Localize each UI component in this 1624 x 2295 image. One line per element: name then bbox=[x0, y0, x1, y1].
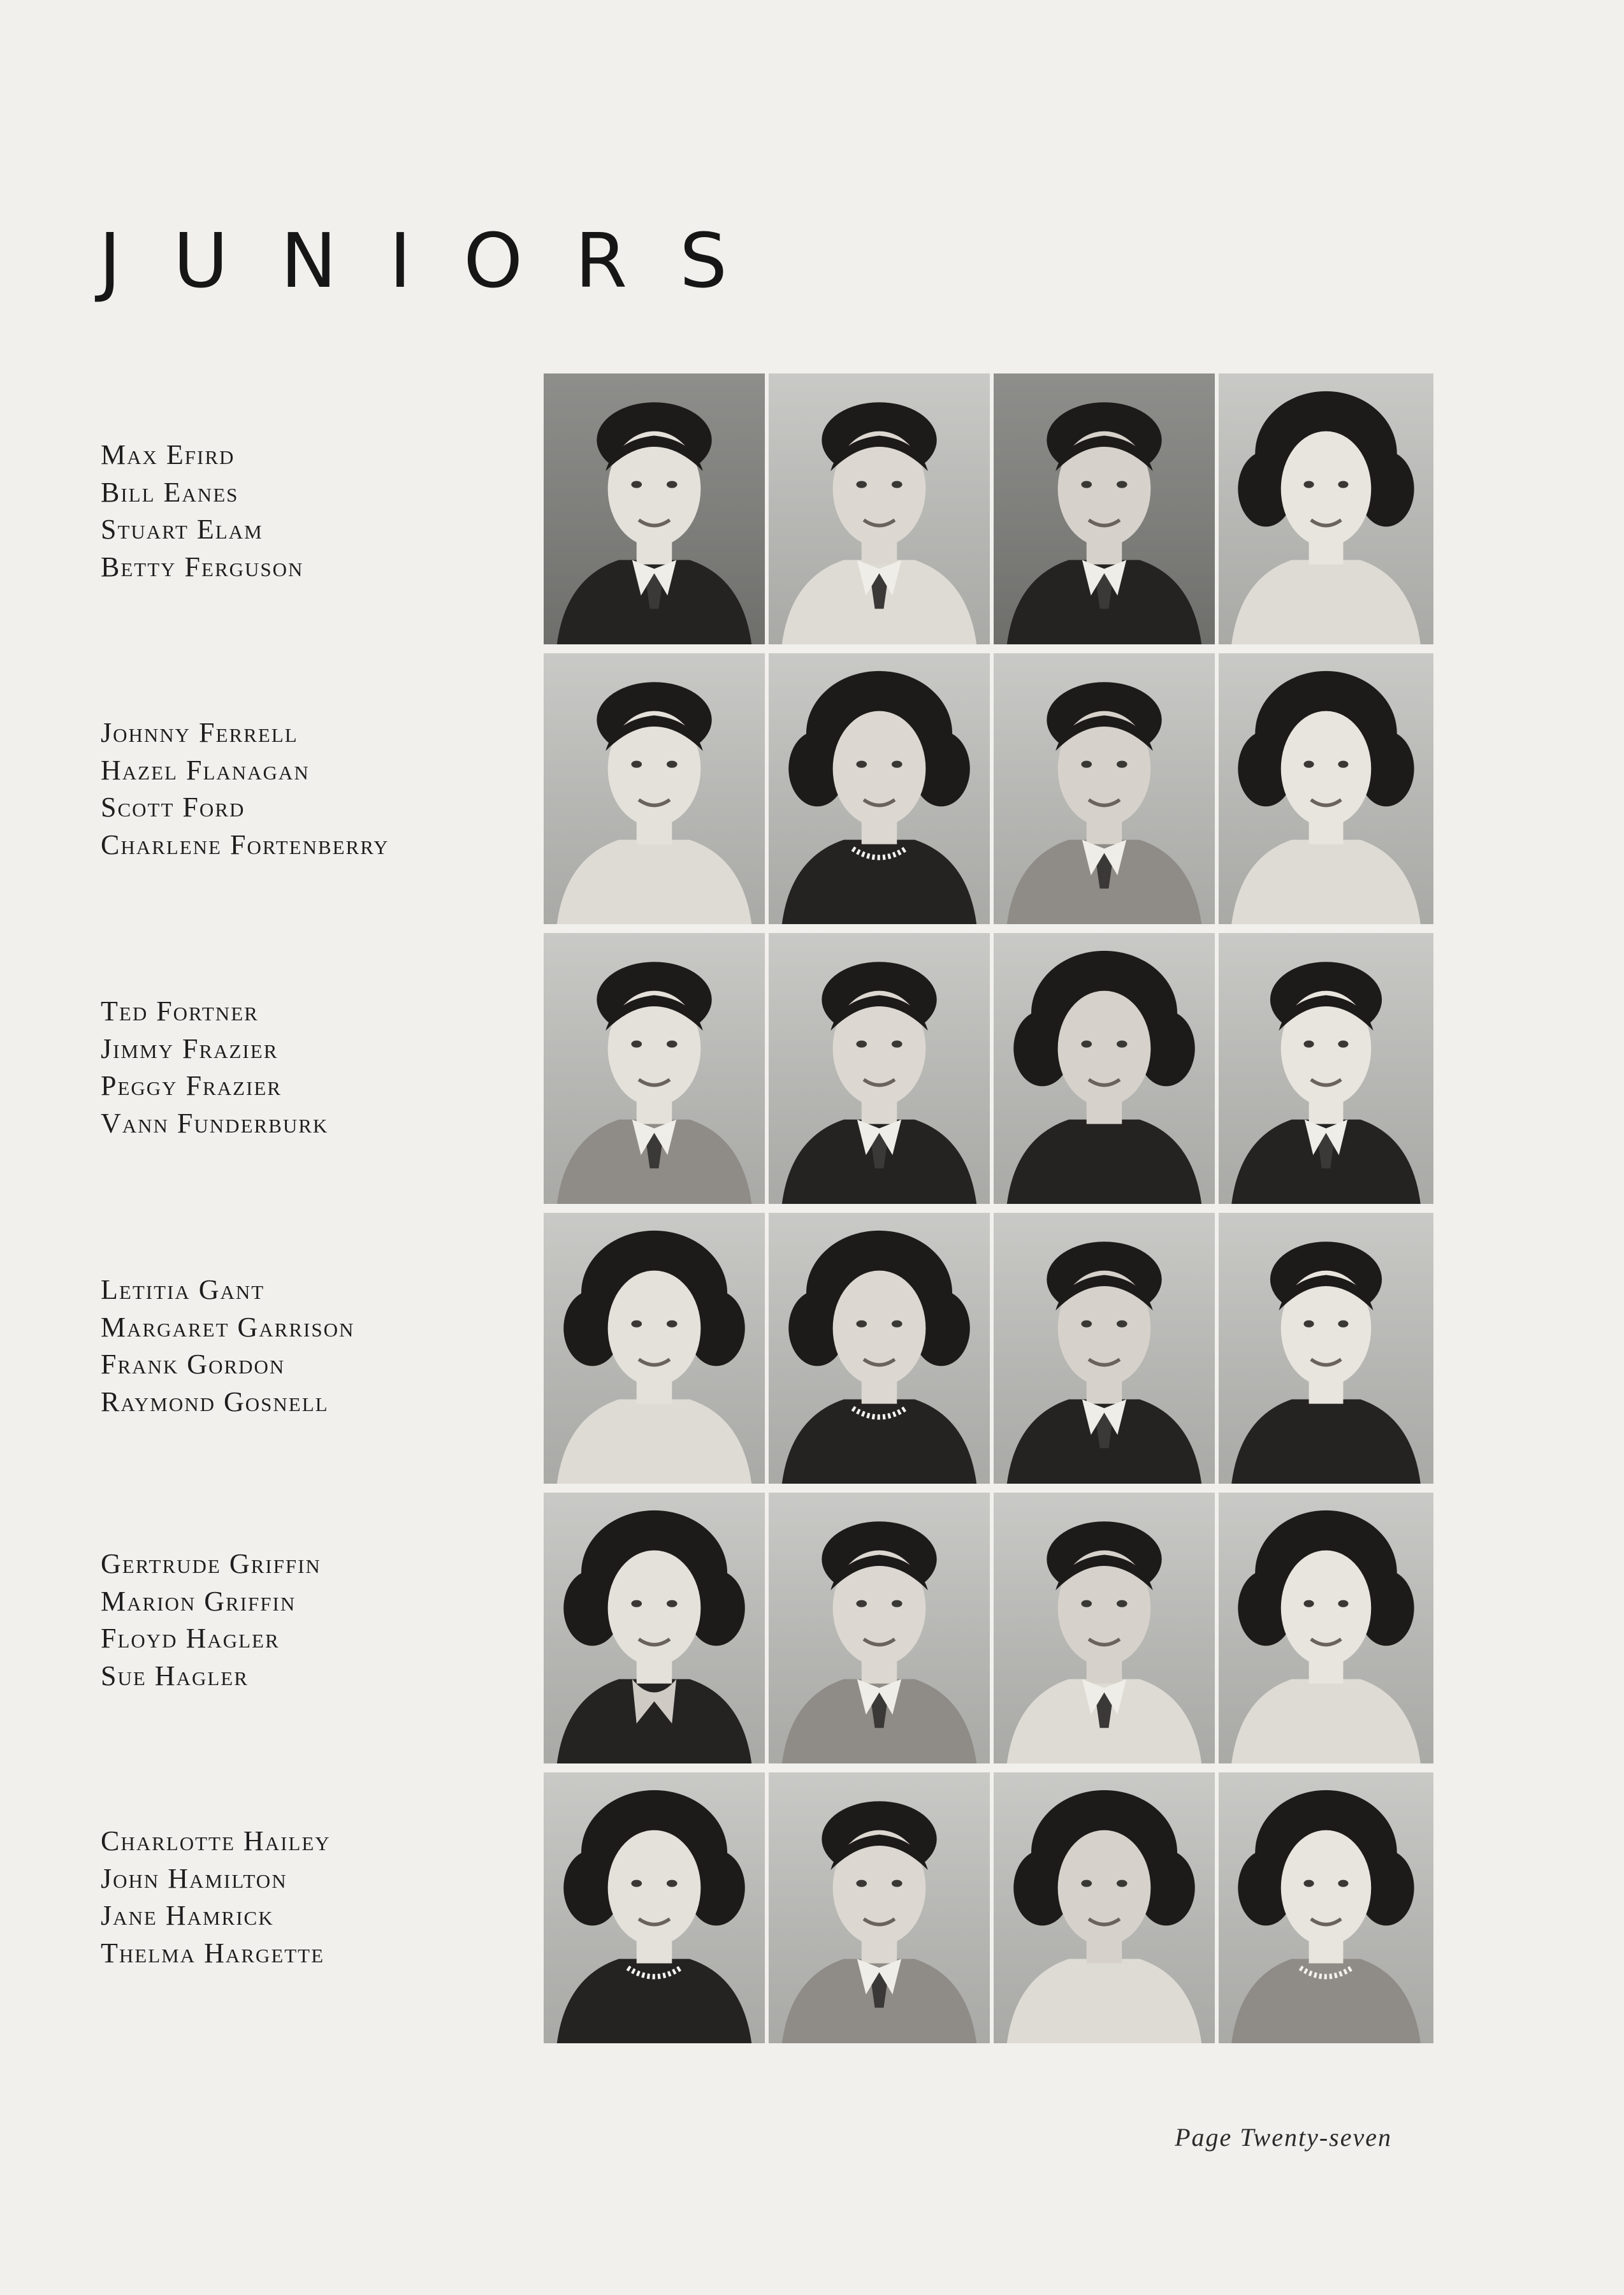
student-portrait bbox=[769, 1493, 990, 1763]
name-group bbox=[101, 1823, 496, 1972]
page-number: Page Twenty-seven bbox=[1175, 2123, 1392, 2152]
student-portrait bbox=[544, 1213, 765, 1484]
student-portrait bbox=[769, 933, 990, 1204]
portrait-grid bbox=[544, 373, 1433, 2044]
student-portrait bbox=[1219, 373, 1433, 644]
student-name: Johnny Ferrell bbox=[101, 717, 298, 748]
student-name: Raymond Gosnell bbox=[101, 1386, 329, 1417]
student-portrait bbox=[544, 933, 765, 1204]
student-portrait bbox=[994, 653, 1215, 924]
name-group bbox=[101, 714, 496, 864]
student-portrait bbox=[1219, 1213, 1433, 1484]
student-portrait bbox=[544, 373, 765, 644]
student-name: Frank Gordon bbox=[101, 1349, 286, 1380]
student-name: Jimmy Frazier bbox=[101, 1032, 279, 1064]
student-name: Charlotte Hailey bbox=[101, 1825, 331, 1857]
student-portrait bbox=[994, 1772, 1215, 2043]
student-name: Vann Funderburk bbox=[101, 1107, 329, 1139]
student-name: John Hamilton bbox=[101, 1862, 287, 1894]
student-name: Gertrude Griffin bbox=[101, 1548, 321, 1579]
student-portrait bbox=[1219, 1772, 1433, 2043]
student-portrait bbox=[544, 1493, 765, 1763]
student-portrait bbox=[769, 1213, 990, 1484]
student-name: Stuart Elam bbox=[101, 514, 263, 545]
student-portrait bbox=[1219, 933, 1433, 1204]
student-name: Letitia Gant bbox=[101, 1274, 265, 1305]
student-name: Ted Fortner bbox=[101, 995, 259, 1027]
student-portrait bbox=[544, 653, 765, 924]
student-name: Sue Hagler bbox=[101, 1660, 249, 1691]
student-portrait bbox=[994, 933, 1215, 1204]
name-group bbox=[101, 1271, 496, 1421]
page-title: JUNIORS bbox=[99, 217, 780, 305]
student-portrait bbox=[769, 1772, 990, 2043]
student-portrait bbox=[1219, 653, 1433, 924]
student-name: Peggy Frazier bbox=[101, 1070, 282, 1101]
student-name: Scott Ford bbox=[101, 792, 245, 823]
student-name: Marion Griffin bbox=[101, 1585, 296, 1617]
student-name: Betty Ferguson bbox=[101, 551, 304, 583]
student-portrait bbox=[994, 1213, 1215, 1484]
name-group bbox=[101, 1546, 496, 1695]
student-name: Charlene Fortenberry bbox=[101, 829, 389, 860]
name-group bbox=[101, 993, 496, 1142]
student-portrait bbox=[544, 1772, 765, 2043]
student-portrait bbox=[994, 373, 1215, 644]
student-portrait bbox=[769, 653, 990, 924]
name-group bbox=[101, 437, 496, 586]
student-portrait bbox=[994, 1493, 1215, 1763]
student-portrait bbox=[769, 373, 990, 644]
student-name: Thelma Hargette bbox=[101, 1937, 325, 1969]
student-name: Bill Eanes bbox=[101, 476, 239, 508]
student-name: Hazel Flanagan bbox=[101, 754, 310, 786]
student-name: Floyd Hagler bbox=[101, 1623, 280, 1654]
student-portrait bbox=[1219, 1493, 1433, 1763]
student-name: Max Efird bbox=[101, 439, 235, 470]
student-name: Jane Hamrick bbox=[101, 1900, 274, 1931]
student-name: Margaret Garrison bbox=[101, 1311, 355, 1343]
